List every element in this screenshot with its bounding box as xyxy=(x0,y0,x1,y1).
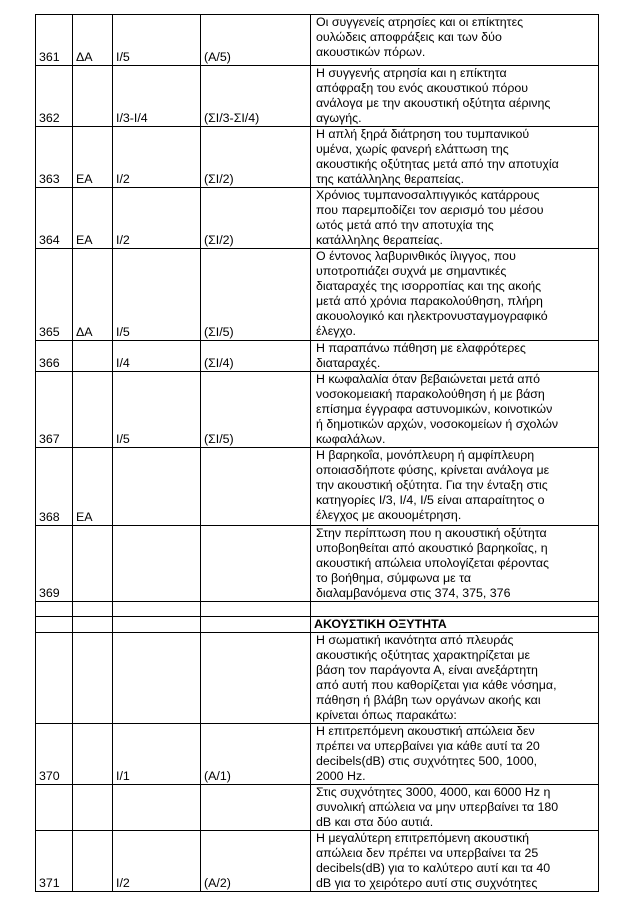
row-percentage xyxy=(201,526,311,602)
row-code: I/4 xyxy=(113,341,201,372)
row-category xyxy=(73,785,113,831)
row-code xyxy=(113,526,201,602)
table-row xyxy=(36,724,599,785)
row-description: Στην περίπτωση που η ακουστική οξύτητα υποβοηθείται από ακουστικό βαρηκοΐας, η ακουστική απώλεια υπολογίζεται φέροντας το βοήθημα, σύμφωνα με τα διαλαμβανόμενα στις 374, 375, 376 xyxy=(311,526,599,602)
row-description: Η απλή ξηρά διάτρηση του τυμπανικού υμένα, χωρίς φανερή ελάττωση της ακουστικής οξύτητας μετά από την αποτυχία της κατάλληλης θεραπείας. xyxy=(311,127,599,188)
row-category: ΔΑ xyxy=(73,249,113,341)
row-number: 366 xyxy=(36,341,73,372)
disability-table xyxy=(35,14,599,892)
row-number: 365 xyxy=(36,249,73,341)
row-description: Η συγγενής ατρησία και η επίκτητα απόφραξη του ενός ακουστικού πόρου ανάλογα με την ακουστική οξύτητα αέρινης αγωγής. xyxy=(311,66,599,127)
row-code: I/1 xyxy=(113,724,201,785)
row-description: Η μεγαλύτερη επιτρεπόμενη ακουστική απώλεια δεν πρέπει να υπερβαίνει τα 25 decibels(dB) για το καλύτερο αυτί και τα 40 dB για το χειρότερο αυτί στις συχνότητες xyxy=(311,831,599,892)
row-code: I/2 xyxy=(113,188,201,249)
row-percentage: (ΣΙ/4) xyxy=(201,341,311,372)
row-percentage: (Α/1) xyxy=(201,724,311,785)
row-number: 370 xyxy=(36,724,73,785)
table-row xyxy=(36,249,599,341)
row-code: I/5 xyxy=(113,372,201,448)
empty-row xyxy=(36,602,599,617)
row-number: 369 xyxy=(36,526,73,602)
row-percentage: (ΣΙ/5) xyxy=(201,249,311,341)
row-number xyxy=(36,785,73,831)
row-number: 364 xyxy=(36,188,73,249)
row-description: Η παραπάνω πάθηση με ελαφρότερες διαταραχές. xyxy=(311,341,599,372)
table-row xyxy=(36,633,599,724)
row-description: Η βαρηκοΐα, μονόπλευρη ή αμφίπλευρη οποιασδήποτε φύσης, κρίνεται ανάλογα με την ακουστική οξύτητα. Για την ένταξη στις κατηγορίες I/3, I/4, I/5 είναι απαραίτητος ο έλεγχος με ακουομέτρηση. xyxy=(311,448,599,526)
row-category xyxy=(73,831,113,892)
row-percentage: (Α/2) xyxy=(201,831,311,892)
table-row xyxy=(36,831,599,892)
row-description: Χρόνιος τυμπανοσαλπιγγικός κατάρρους που παρεμποδίζει τον αερισμό του μέσου ωτός μετά από την αποτυχία της κατάλληλης θεραπείας. xyxy=(311,188,599,249)
row-category: ΔΑ xyxy=(73,15,113,66)
row-code xyxy=(113,785,201,831)
row-description: Η κωφαλαλία όταν βεβαιώνεται μετά από νοσοκομειακή παρακολούθηση ή με βάση επίσημα έγγραφα αστυνομικών, κοινοτικών ή δημοτικών αρχών, νοσοκομείων ή σχολών κωφαλάλων. xyxy=(311,372,599,448)
row-description: Στις συχνότητες 3000, 4000, και 6000 Hz η συνολική απώλεια να μην υπερβαίνει τα 180 dB και στα δύο αυτιά. xyxy=(311,785,599,831)
table-row xyxy=(36,188,599,249)
row-category xyxy=(73,66,113,127)
row-category: ΕΑ xyxy=(73,448,113,526)
row-number: 367 xyxy=(36,372,73,448)
row-code xyxy=(113,448,201,526)
row-category xyxy=(73,633,113,724)
row-category: ΕΑ xyxy=(73,127,113,188)
row-percentage: (ΣΙ/2) xyxy=(201,127,311,188)
row-description: Οι συγγενείς ατρησίες και οι επίκτητες ουλώδεις αποφράξεις και των δύο ακουστικών πόρων. xyxy=(311,15,599,66)
row-code: I/5 xyxy=(113,249,201,341)
table-row xyxy=(36,66,599,127)
row-percentage xyxy=(201,785,311,831)
row-percentage: (Α/5) xyxy=(201,15,311,66)
row-code: I/2 xyxy=(113,127,201,188)
section-heading: ΑΚΟΥΣΤΙΚΗ ΟΞΥΤΗΤΑ xyxy=(311,617,599,633)
row-code: I/5 xyxy=(113,15,201,66)
row-category xyxy=(73,526,113,602)
row-number xyxy=(36,633,73,724)
row-code: I/3-I/4 xyxy=(113,66,201,127)
row-number: 361 xyxy=(36,15,73,66)
row-category: ΕΑ xyxy=(73,188,113,249)
row-number: 362 xyxy=(36,66,73,127)
table-row xyxy=(36,448,599,526)
row-number: 363 xyxy=(36,127,73,188)
row-number: 368 xyxy=(36,448,73,526)
table-row xyxy=(36,341,599,372)
table-row xyxy=(36,15,599,66)
table-row xyxy=(36,127,599,188)
row-category xyxy=(73,341,113,372)
row-description: Η επιτρεπόμενη ακουστική απώλεια δεν πρέπει να υπερβαίνει για κάθε αυτί τα 20 decibels(dB) στις συχνότητες 500, 1000, 2000 Hz. xyxy=(311,724,599,785)
section-heading-row xyxy=(36,617,599,633)
row-description: Η σωματική ικανότητα από πλευράς ακουστικής οξύτητας χαρακτηρίζεται με βάση τον παράγοντα Α, είναι ανεξάρτητη από αυτή που καθορίζεται για κάθε νόσημα, πάθηση ή βλάβη των οργάνων ακοής και κρίνεται όπως παρακάτω: xyxy=(311,633,599,724)
row-percentage: (ΣΙ/5) xyxy=(201,372,311,448)
row-code: I/2 xyxy=(113,831,201,892)
row-percentage: (ΣΙ/2) xyxy=(201,188,311,249)
row-code xyxy=(113,633,201,724)
table-row xyxy=(36,785,599,831)
row-category xyxy=(73,372,113,448)
row-percentage xyxy=(201,633,311,724)
row-description: Ο έντονος λαβυρινθικός ίλιγγος, που υποτροπιάζει συχνά με σημαντικές διαταραχές της ισορροπίας και της ακοής μετά από χρόνια παρακολούθηση, πλήρη ακουολογικό και ηλεκτρονυσταγμογραφικό έλεγχο. xyxy=(311,249,599,341)
row-number: 371 xyxy=(36,831,73,892)
row-percentage: (ΣΙ/3-ΣΙ/4) xyxy=(201,66,311,127)
row-percentage xyxy=(201,448,311,526)
table-row xyxy=(36,526,599,602)
row-category xyxy=(73,724,113,785)
table-row xyxy=(36,372,599,448)
